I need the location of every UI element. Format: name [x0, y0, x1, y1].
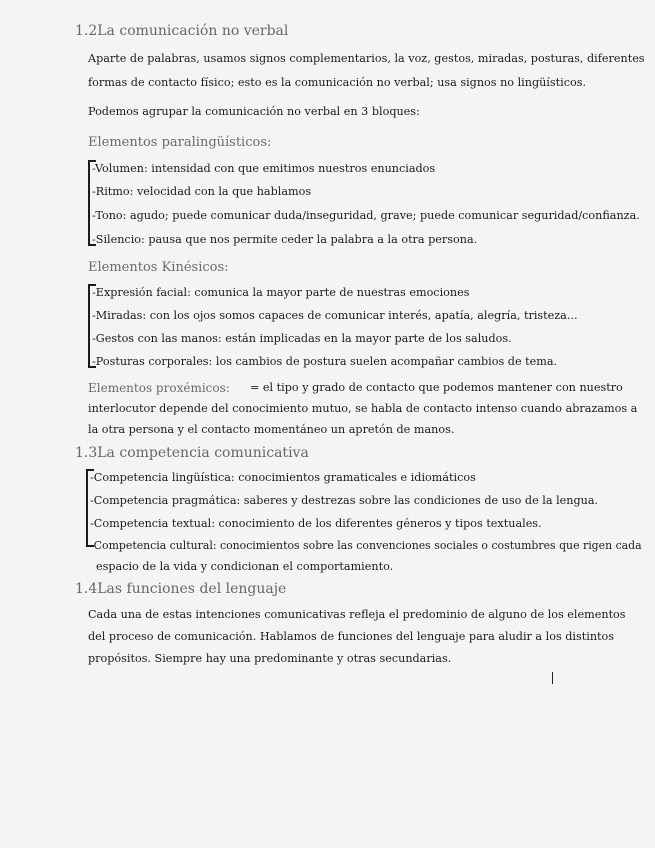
paragraph-line: propósitos. Siempre hay una predominante y otras secundarias.: [88, 652, 452, 665]
list-item: -Ritmo: velocidad con la que hablamos: [92, 185, 312, 198]
list-item: -Expresión facial: comunica la mayor parte de nuestras emociones: [92, 286, 470, 299]
list-item: -Volumen: intensidad con que emitimos nuestros enunciados: [92, 162, 436, 175]
list-item: -Gestos con las manos: están implicadas en la mayor parte de los saludos.: [92, 332, 512, 345]
paragraph-line: del proceso de comunicación. Hablamos de funciones del lenguaje para aludir a los distintos: [88, 630, 614, 643]
list-item: -Tono: agudo; puede comunicar duda/inseguridad, grave; puede comunicar seguridad/confianza.: [92, 209, 640, 222]
list-bracket: [88, 160, 90, 246]
section-title-1-4: 1.4Las funciones del lenguaje: [75, 581, 287, 597]
subheading-proxemic: Elementos proxémicos:: [88, 381, 230, 395]
list-item: -Competencia lingüística: conocimientos gramaticales e idiomáticos: [90, 471, 476, 484]
list-item: -Silencio: pausa que nos permite ceder la palabra a la otra persona.: [92, 233, 478, 246]
paragraph-line: Cada una de estas intenciones comunicativas refleja el predominio de alguno de los elementos: [88, 608, 626, 621]
list-item: -Competencia pragmática: saberes y destrezas sobre las condiciones de uso de la lengua.: [90, 494, 599, 507]
list-bracket: [88, 284, 90, 368]
list-item-continuation: espacio de la vida y condicionan el comportamiento.: [96, 560, 394, 573]
list-item: -Posturas corporales: los cambios de postura suelen acompañar cambios de tema.: [92, 355, 558, 368]
list-item: -Competencia cultural: conocimientos sobre las convenciones sociales o costumbres que rigen cada: [90, 539, 642, 552]
section-title-1-2: 1.2La comunicación no verbal: [75, 23, 289, 39]
paragraph-line: = el tipo y grado de contacto que podemos mantener con nuestro: [250, 381, 623, 394]
paragraph-line: la otra persona y el contacto momentáneo un apretón de manos.: [88, 423, 455, 436]
list-item: -Competencia textual: conocimiento de los diferentes géneros y tipos textuales.: [90, 517, 542, 530]
paragraph-line: interlocutor depende del conocimiento mutuo, se habla de contacto intenso cuando abrazamos a: [88, 402, 638, 415]
pen-mark: [552, 672, 553, 684]
paragraph-line: Podemos agrupar la comunicación no verbal en 3 bloques:: [88, 105, 420, 118]
paragraph-line: formas de contacto físico; esto es la comunicación no verbal; usa signos no lingüísticos.: [88, 76, 587, 89]
paragraph-line: Aparte de palabras, usamos signos complementarios, la voz, gestos, miradas, posturas, diferentes: [88, 52, 645, 65]
subheading-paralinguistic: Elementos paralingüísticos:: [88, 135, 272, 150]
list-bracket: [86, 469, 88, 547]
list-item: -Miradas: con los ojos somos capaces de comunicar interés, apatía, alegría, tristeza...: [92, 309, 578, 322]
subheading-kinesic: Elementos Kinésicos:: [88, 260, 229, 275]
section-title-1-3: 1.3La competencia comunicativa: [75, 445, 309, 461]
